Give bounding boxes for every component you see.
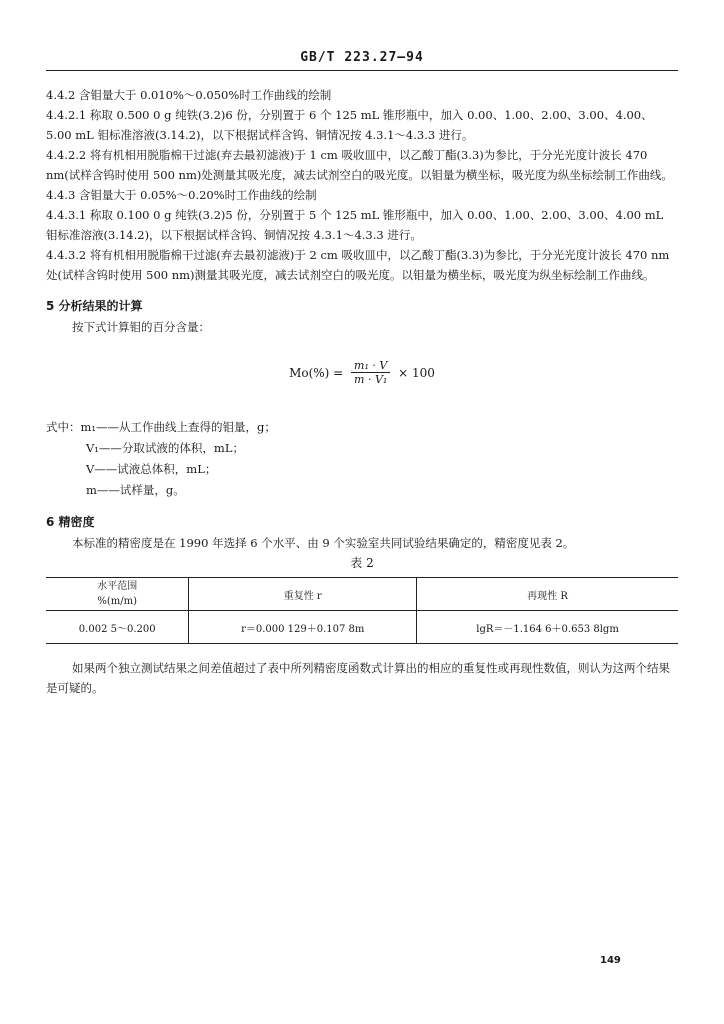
section-6-intro: 本标准的精密度是在 1990 年选择 6 个水平、由 9 个实验室共同试验结果确定的，精密度见表 2。 (72, 536, 575, 550)
section-6-closing: 如果两个独立测试结果之间差值超过了表中所列精密度函数式计算出的相应的重复性或再现性数值，则认为这两个结果是可疑的。 (46, 661, 670, 695)
legend-v1: V₁——分取试液的体积，mL； (86, 441, 244, 455)
table-header-row (46, 578, 678, 611)
header-reproducibility: 再现性 R (417, 578, 678, 611)
page-number: 149 (600, 955, 621, 966)
clause-4-4-2-1: 4.4.2.1 称取 0.500 0 g 纯铁(3.2)6 份，分别置于 6 个 125 mL 锥形瓶中，加入 0.00、1.00、2.00、3.00、4.00、5.00 mL 钼标准溶液(3.14.2)，以下根据试样含钨、铜情况按 4.3.1～4.3.3 进行。 (46, 108, 653, 142)
formula-numerator: m₁ · V (351, 359, 390, 373)
legend-v: V——试液总体积，mL； (86, 462, 217, 476)
clause-4-4-2-heading: 4.4.2 含钼量大于 0.010%～0.050%时工作曲线的绘制 (46, 88, 332, 102)
table-row (46, 611, 678, 644)
legend-m1: 式中：m₁——从工作曲线上查得的钼量，g； (46, 420, 276, 434)
clause-4-4-3-heading: 4.4.3 含钼量大于 0.05%～0.20%时工作曲线的绘制 (46, 188, 317, 202)
formula-fraction (351, 359, 390, 386)
cell-reproducibility: lgR＝－1.164 6＋0.653 8lgm (417, 611, 678, 644)
document-header-code: GB/T 223.27—94 (300, 50, 424, 65)
cell-repeatability: r＝0.000 129＋0.107 8m (189, 611, 417, 644)
header-repeatability: 重复性 r (189, 578, 417, 611)
header-level-range-label: 水平范围 (97, 581, 138, 592)
header-level-range (46, 578, 189, 611)
header-rule (46, 70, 678, 71)
formula-denominator: m · V₁ (354, 373, 388, 386)
formula (46, 359, 678, 399)
header-level-range-unit: %(m/m) (97, 596, 138, 607)
clause-4-4-3-2: 4.4.3.2 将有机相用脱脂棉干过滤(弃去最初滤液)于 2 cm 吸收皿中，以乙酸丁酯(3.3)为参比，于分光光度计波长 470 nm 处(试样含钨时使用 500 nm)测量其吸光度，减去试剂空白的吸光度。以钼量为横坐标，吸光度为纵坐标绘制工作曲线。 (46, 248, 670, 282)
formula-legend (46, 417, 678, 501)
clause-4-4-2-2: 4.4.2.2 将有机相用脱脂棉干过滤(弃去最初滤液)于 1 cm 吸收皿中，以乙酸丁酯(3.3)为参比，于分光光度计波长 470 nm(试样含钨时使用 500 nm)处测量其吸光度，减去试剂空白的吸光度。以钼量为横坐标，吸光度为纵坐标绘制工作曲线。 (46, 148, 673, 182)
legend-m: m——试样量，g。 (86, 483, 185, 497)
cell-level-range: 0.002 5～0.200 (46, 611, 189, 644)
table-caption: 表 2 (350, 556, 374, 570)
section-5-title: 5 分析结果的计算 (46, 299, 143, 313)
document-body (46, 85, 678, 698)
section-5-intro: 按下式计算钼的百分含量： (72, 320, 210, 334)
clause-4-4-3-1: 4.4.3.1 称取 0.100 0 g 纯铁(3.2)5 份，分别置于 5 个 125 mL 锥形瓶中，加入 0.00、1.00、2.00、3.00、4.00 mL 钼标准溶液(3.14.2)，以下根据试样含钨、铜情况按 4.3.1～4.3.3 进行。 (46, 208, 664, 242)
formula-rhs: × 100 (398, 365, 435, 380)
formula-lhs: Mo(%) = (289, 365, 344, 380)
section-6-title: 6 精密度 (46, 515, 95, 529)
precision-table (46, 577, 678, 644)
